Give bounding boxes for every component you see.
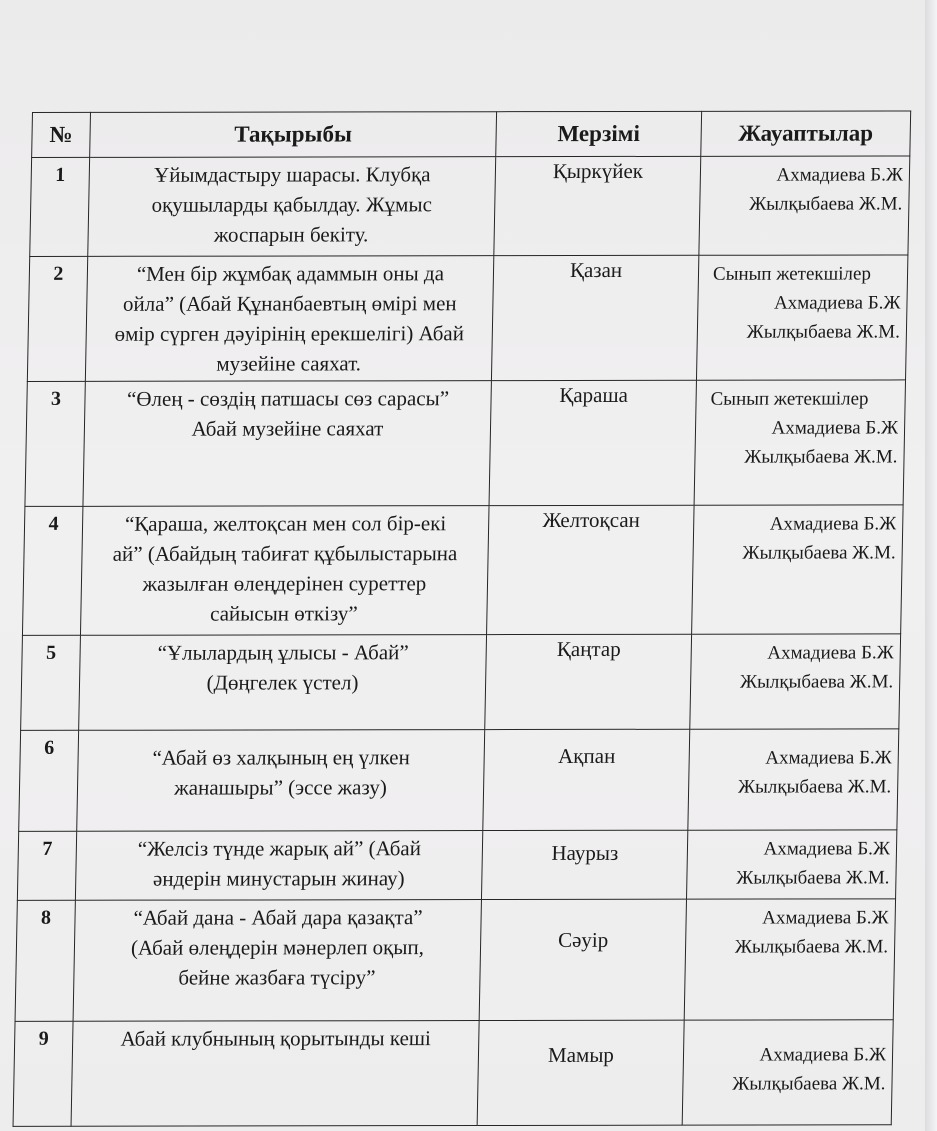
row-number: 4 [22,506,82,635]
table-row [25,380,906,507]
table-row [27,255,908,382]
row-topic [79,635,487,731]
header-responsible: Жауаптылар [701,111,911,156]
topic-line: “Абай өз халқының ең үлкен [152,745,411,770]
row-number: 5 [21,635,81,730]
header-number: № [32,112,91,157]
row-topic [83,381,491,507]
row-number: 2 [27,256,87,381]
row-date: Қыркүйек [494,156,701,255]
responsible-name: Ахмадиева Б.Ж [763,838,891,860]
topic-line: жанашыры” (эссе жазу) [174,775,388,800]
plan-table-wrapper [13,110,911,1126]
responsible-name: Жылқыбаева Ж.М. [746,321,901,343]
topic-line: (Абай өлеңдерін мәнерлеп оқып, [130,935,425,960]
row-number: 1 [30,157,90,256]
responsible-name: Ахмадиева Б.Ж [769,513,897,535]
responsible-name: Жылқыбаева Ж.М. [739,671,894,693]
row-date: Ақпан [483,729,690,830]
row-responsible [692,505,904,634]
topic-line: ойла” (Абай Құнанбаевтың өмірі мен [122,291,457,316]
topic-line: “Өлең - сөздің патшасы сөз сарасы” [126,386,450,411]
topic-line: бейне жазбаға түсіру” [178,965,376,990]
row-topic [73,900,481,1022]
table-row [21,634,901,731]
responsible-lead: Сынып жетекшілер [710,388,869,410]
responsible-name: Ахмадиева Б.Ж [765,747,892,769]
row-responsible [684,899,895,1020]
row-responsible [688,729,899,830]
responsible-name: Жылқыбаева Ж.М. [734,936,889,958]
topic-line: ай” (Абайдың табиғат құбылыстарына [112,541,458,566]
topic-line: Ұйымдастыру шарасы. Клубқа [153,162,431,187]
topic-line: Абай клубнының қорытынды кеші [120,1026,432,1051]
responsible-name: Ахмадиева Б.Ж [762,907,889,929]
row-responsible [682,1020,893,1125]
topic-line: әндерін минустарын жинау) [152,866,405,891]
row-responsible [690,634,901,729]
table-header-row [32,111,911,158]
row-date: Қараша [489,380,696,505]
row-date: Қаңтар [485,634,692,729]
row-responsible [696,255,907,380]
topic-line: жазылған өлеңдерінен суреттер [142,571,427,596]
topic-line: Абай музейіне саяхат [191,416,384,441]
responsible-name: Ахмадиева Б.Ж [771,417,899,439]
row-date: Желтоқсан [487,505,695,634]
responsible-name: Жылқыбаева Ж.М. [742,542,896,564]
row-date: Мамыр [477,1020,684,1125]
header-date: Мерзімі [496,111,702,156]
responsible-name: Жылқыбаева Ж.М. [744,446,898,468]
responsible-name: Ахмадиева Б.Ж [759,1044,887,1066]
topic-line: “Ұлылардың ұлысы - Абай” [157,640,409,665]
topic-line: музейіне саяхат. [216,351,362,376]
responsible-name: Ахмадиева Б.Ж [773,292,901,314]
responsible-name: Жылқыбаева Ж.М. [749,193,903,215]
topic-line: “Мен бір жұмбақ адаммын оны да [136,261,445,286]
table-row [15,899,896,1022]
responsible-name: Ахмадиева Б.Ж [767,642,894,664]
row-topic [75,831,482,901]
row-responsible [694,380,905,505]
row-number: 7 [17,831,76,900]
topic-line: жоспарын бекіту. [213,222,369,247]
row-topic [85,256,493,382]
club-plan-table [13,110,912,1126]
row-number: 3 [25,381,85,506]
table-row [19,729,899,832]
row-number: 9 [13,1021,73,1126]
responsible-name: Жылқыбаева Ж.М. [737,776,892,798]
table-row [22,505,903,636]
topic-line: “Қараша, желтоқсан мен сол бір-екі [124,511,447,536]
header-topic: Тақырыбы [90,112,497,158]
row-topic [88,157,496,257]
table-row [13,1020,893,1127]
topic-line: (Дөңгелек үстел) [206,670,359,695]
row-topic [80,506,489,636]
topic-line: сайысын өткізу” [209,601,358,626]
row-number: 6 [19,730,79,831]
table-row [17,830,897,901]
responsible-name: Ахмадиева Б.Ж [776,164,904,186]
row-topic [71,1021,479,1127]
table-row [30,156,910,257]
row-date: Сәуір [479,899,686,1020]
topic-line: “Желсіз түнде жарық ай” (Абай [137,836,422,861]
row-date: Қазан [491,255,698,380]
page-edge-shadow [925,0,937,1131]
row-responsible [699,156,910,255]
row-number: 8 [15,900,75,1021]
topic-line: “Абай дана - Абай дара қазақта” [133,905,423,930]
topic-line: өмір сүрген дәуірінің ерекшелігі) Абай [114,321,465,346]
responsible-name: Жылқыбаева Ж.М. [732,1073,886,1095]
responsible-name: Жылқыбаева Ж.М. [736,867,890,889]
topic-line: оқушыларды қабылдау. Жұмыс [151,192,433,217]
row-date: Наурыз [481,830,687,899]
row-topic [77,730,485,832]
responsible-lead: Сынып жетекшілер [712,263,872,285]
row-responsible [687,830,897,899]
